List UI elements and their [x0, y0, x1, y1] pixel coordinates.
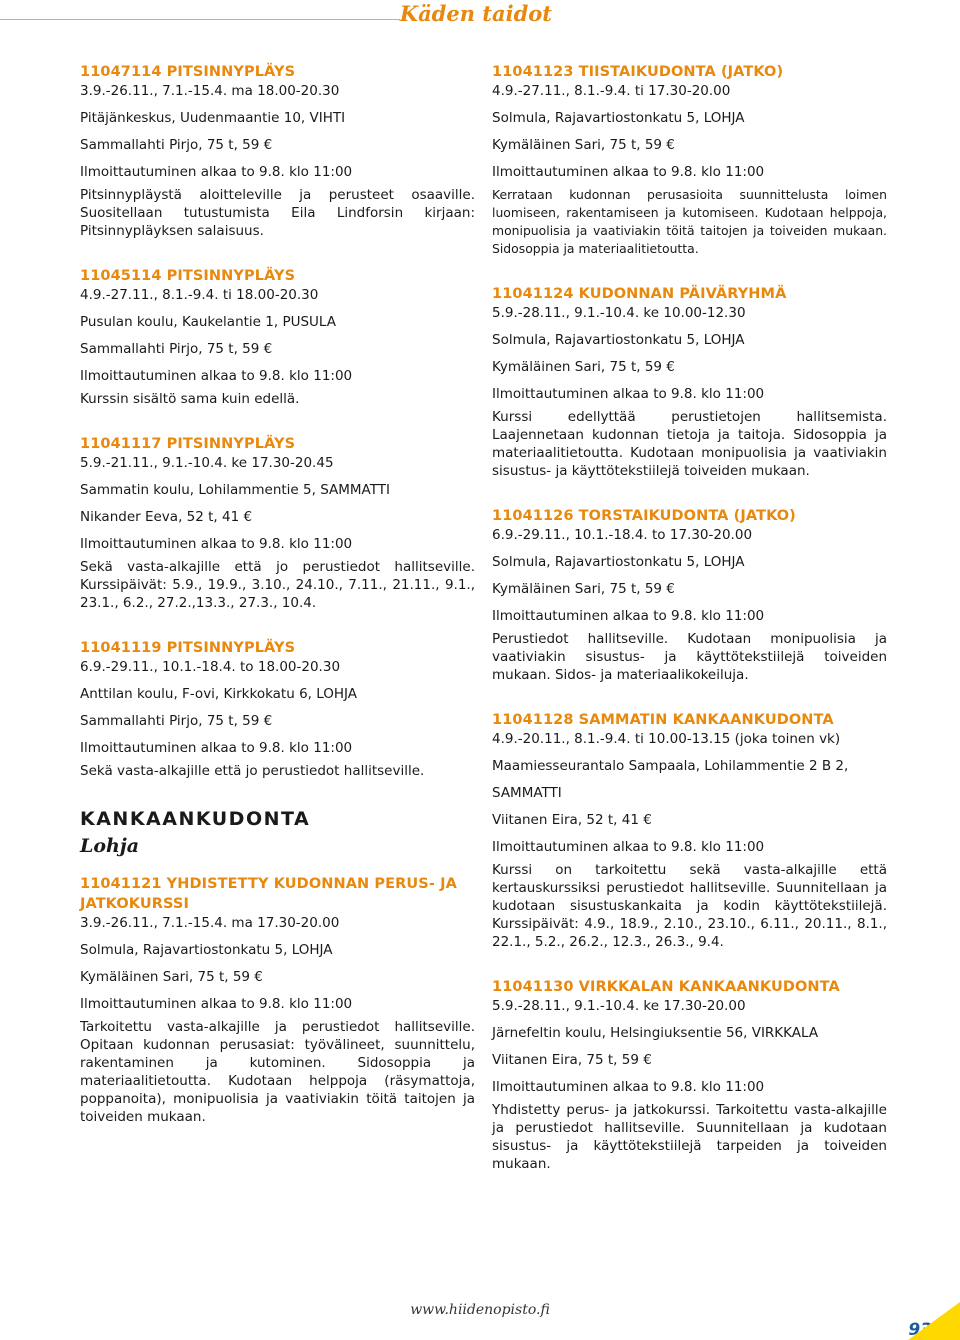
- course-detail-line: Viitanen Eira, 52 t, 41 €: [492, 812, 652, 828]
- course-description: Sekä vasta-alkajille että jo perustiedot hallitseville. Kurssipäivät: 5.9., 19.9., 3.10., 24.10., 7.11., 21.11., 9.1., 23.1., 6.2., 27.2.,13.3., 27.3., 10.4.: [80, 559, 475, 611]
- page-number: 93: [908, 1320, 932, 1340]
- course-detail-line: 3.9.-26.11., 7.1.-15.4. ma 18.00-20.30: [80, 83, 340, 99]
- course-description: Kurssi edellyttää perustietojen hallitsemista. Laajennetaan kudonnan tietoja ja taitoja. Sidosoppia ja materiaalitietoutta. Kudotaan monipuolisia ja vaativiakin sisustus- ja käyttötekstiilejä toiveiden mukaan.: [492, 409, 887, 479]
- course-description: Perustiedot hallitseville. Kudotaan monipuolisia ja vaativiakin sisustus- ja käyttötekstiilejä toiveiden mukaan. Sidos- ja materiaalikokeiluja.: [492, 631, 887, 683]
- course-detail-line: Sammallahti Pirjo, 75 t, 59 €: [80, 341, 273, 357]
- course-detail-line: Ilmoittautuminen alkaa to 9.8. klo 11:00: [80, 164, 353, 180]
- course-description: Sekä vasta-alkajille että jo perustiedot hallitseville.: [80, 763, 425, 779]
- right-column: [492, 62, 887, 1199]
- course-description: Pitsinnypläystä aloitteleville ja perusteet osaaville. Suositellaan tutustumista Eila Lindforsin kirjaan: Pitsinnypläyksen salaisuus.: [80, 187, 475, 239]
- course-block: [80, 874, 475, 1126]
- course-detail-line: Kymäläinen Sari, 75 t, 59 €: [80, 969, 263, 985]
- course-block: [80, 266, 475, 408]
- course-detail-line: 5.9.-21.11., 9.1.-10.4. ke 17.30-20.45: [80, 455, 334, 471]
- course-title: 11041126 TORSTAIKUDONTA (JATKO): [492, 508, 796, 524]
- course-detail-line: Järnefeltin koulu, Helsingiuksentie 56, VIRKKALA: [492, 1025, 819, 1041]
- course-detail-line: 5.9.-28.11., 9.1.-10.4. ke 17.30-20.00: [492, 998, 746, 1014]
- course-detail-line: Ilmoittautuminen alkaa to 9.8. klo 11:00: [80, 996, 353, 1012]
- course-detail-line: SAMMATTI: [492, 785, 562, 801]
- course-title: 11041119 PITSINNYPLÄYS: [80, 640, 296, 656]
- header-title: Käden taidot: [399, 1, 552, 26]
- course-title: 11047114 PITSINNYPLÄYS: [80, 64, 296, 80]
- course-title: 11041121 YHDISTETTY KUDONNAN PERUS- JA JATKOKURSSI: [80, 876, 457, 912]
- course-detail-line: Anttilan koulu, F-ovi, Kirkkokatu 6, LOHJA: [80, 686, 358, 702]
- course-block: [80, 638, 475, 780]
- course-detail-line: Viitanen Eira, 75 t, 59 €: [492, 1052, 652, 1068]
- course-detail-line: Pitäjänkeskus, Uudenmaantie 10, VIHTI: [80, 110, 346, 126]
- course-detail-line: Kymäläinen Sari, 75 t, 59 €: [492, 137, 675, 153]
- course-detail-line: Ilmoittautuminen alkaa to 9.8. klo 11:00: [492, 608, 765, 624]
- course-block: [80, 62, 475, 240]
- course-title: 11041130 VIRKKALAN KANKAANKUDONTA: [492, 979, 840, 995]
- left-after-course-list: [80, 874, 475, 1126]
- course-detail-line: Sammallahti Pirjo, 75 t, 59 €: [80, 713, 273, 729]
- course-title: 11041124 KUDONNAN PÄIVÄRYHMÄ: [492, 286, 787, 302]
- course-detail-line: Ilmoittautuminen alkaa to 9.8. klo 11:00: [492, 1079, 765, 1095]
- course-detail-line: Maamiesseurantalo Sampaala, Lohilammentie 2 B 2,: [492, 758, 849, 774]
- course-detail-line: 4.9.-27.11., 8.1.-9.4. ti 18.00-20.30: [80, 287, 319, 303]
- course-description: Kurssi on tarkoitettu sekä vasta-alkajille että kertauskurssiksi perustiedot hallitseville. Suunnitellaan ja kudotaan sisustuskankaita ja kodin käyttötekstiilejä. Kurssipäivät: 4.9., 18.9., 2.10., 23.10., 6.11., 20.11., 8.1., 22.1., 5.2., 26.2., 12.3., 26.3., 9.4.: [492, 862, 887, 950]
- course-detail-line: 4.9.-20.11., 8.1.-9.4. ti 10.00-13.15 (joka toinen vk): [492, 731, 841, 747]
- course-detail-line: Solmula, Rajavartiostonkatu 5, LOHJA: [492, 554, 745, 570]
- course-title: 11045114 PITSINNYPLÄYS: [80, 268, 296, 284]
- course-title: 11041117 PITSINNYPLÄYS: [80, 436, 296, 452]
- course-block: [80, 434, 475, 612]
- course-detail-line: Ilmoittautuminen alkaa to 9.8. klo 11:00: [492, 839, 765, 855]
- course-detail-line: Kymäläinen Sari, 75 t, 59 €: [492, 581, 675, 597]
- course-detail-line: Ilmoittautuminen alkaa to 9.8. klo 11:00: [80, 368, 353, 384]
- course-detail-line: Nikander Eeva, 52 t, 41 €: [80, 509, 253, 525]
- section-subheading: Lohja: [80, 835, 140, 857]
- course-detail-line: Ilmoittautuminen alkaa to 9.8. klo 11:00: [80, 536, 353, 552]
- course-detail-line: 5.9.-28.11., 9.1.-10.4. ke 10.00-12.30: [492, 305, 746, 321]
- right-course-list: [492, 62, 887, 1173]
- section-heading: KANKAANKUDONTA: [80, 808, 311, 830]
- course-description: Tarkoitettu vasta-alkajille ja perustiedot hallitseville. Opitaan kudonnan perusasiat: työvälineet, suunnittelu, rakentaminen ja kutominen. Sidosoppia ja materiaalitietoutta. Kudotaan helppoja (räsymattoja, poppanoita), monipuolisia ja vaativiakin töitä taitojen ja toiveiden mukaan.: [80, 1019, 475, 1125]
- course-block: [492, 284, 887, 480]
- course-description: Yhdistetty perus- ja jatkokurssi. Tarkoitettu vasta-alkajille ja perustiedot hallitseville. Suunnitellaan ja kudotaan sisustus- ja käyttötekstiilejä tarpeiden ja toiveiden mukaan.: [492, 1102, 887, 1172]
- course-detail-line: 3.9.-26.11., 7.1.-15.4. ma 17.30-20.00: [80, 915, 340, 931]
- course-detail-line: Ilmoittautuminen alkaa to 9.8. klo 11:00: [492, 386, 765, 402]
- footer-url[interactable]: www.hiidenopisto.fi: [410, 1302, 550, 1318]
- course-detail-line: Solmula, Rajavartiostonkatu 5, LOHJA: [492, 332, 745, 348]
- header-rule: [0, 19, 400, 20]
- course-block: [492, 62, 887, 258]
- course-block: [492, 506, 887, 684]
- left-course-list: [80, 62, 475, 780]
- course-title: 11041123 TIISTAIKUDONTA (JATKO): [492, 64, 784, 80]
- course-title: 11041128 SAMMATIN KANKAANKUDONTA: [492, 712, 834, 728]
- course-detail-line: Sammatin koulu, Lohilammentie 5, SAMMATTI: [80, 482, 390, 498]
- course-block: [492, 977, 887, 1173]
- course-detail-line: Solmula, Rajavartiostonkatu 5, LOHJA: [80, 942, 333, 958]
- course-description: Kurssin sisältö sama kuin edellä.: [80, 391, 300, 407]
- course-detail-line: 6.9.-29.11., 10.1.-18.4. to 18.00-20.30: [80, 659, 341, 675]
- corner-decoration: [908, 1302, 960, 1340]
- course-detail-line: Pusulan koulu, Kaukelantie 1, PUSULA: [80, 314, 336, 330]
- course-detail-line: Solmula, Rajavartiostonkatu 5, LOHJA: [492, 110, 745, 126]
- course-detail-line: Sammallahti Pirjo, 75 t, 59 €: [80, 137, 273, 153]
- course-detail-line: 6.9.-29.11., 10.1.-18.4. to 17.30-20.00: [492, 527, 753, 543]
- course-block: [492, 710, 887, 951]
- course-detail-line: Ilmoittautuminen alkaa to 9.8. klo 11:00: [492, 164, 765, 180]
- course-detail-line: Kymäläinen Sari, 75 t, 59 €: [492, 359, 675, 375]
- course-detail-line: Ilmoittautuminen alkaa to 9.8. klo 11:00: [80, 740, 353, 756]
- page-header: [0, 0, 960, 38]
- course-detail-line: 4.9.-27.11., 8.1.-9.4. ti 17.30-20.00: [492, 83, 731, 99]
- course-description: Kerrataan kudonnan perusasioita suunnittelusta loimen luomiseen, rakentamiseen ja kutomiseen. Kudotaan helppoja, monipuolisia ja vaativiakin töitä taitojen ja toiveiden mukaan. Sidosoppia ja materiaalitietoutta.: [492, 187, 887, 256]
- left-column: [80, 62, 475, 1152]
